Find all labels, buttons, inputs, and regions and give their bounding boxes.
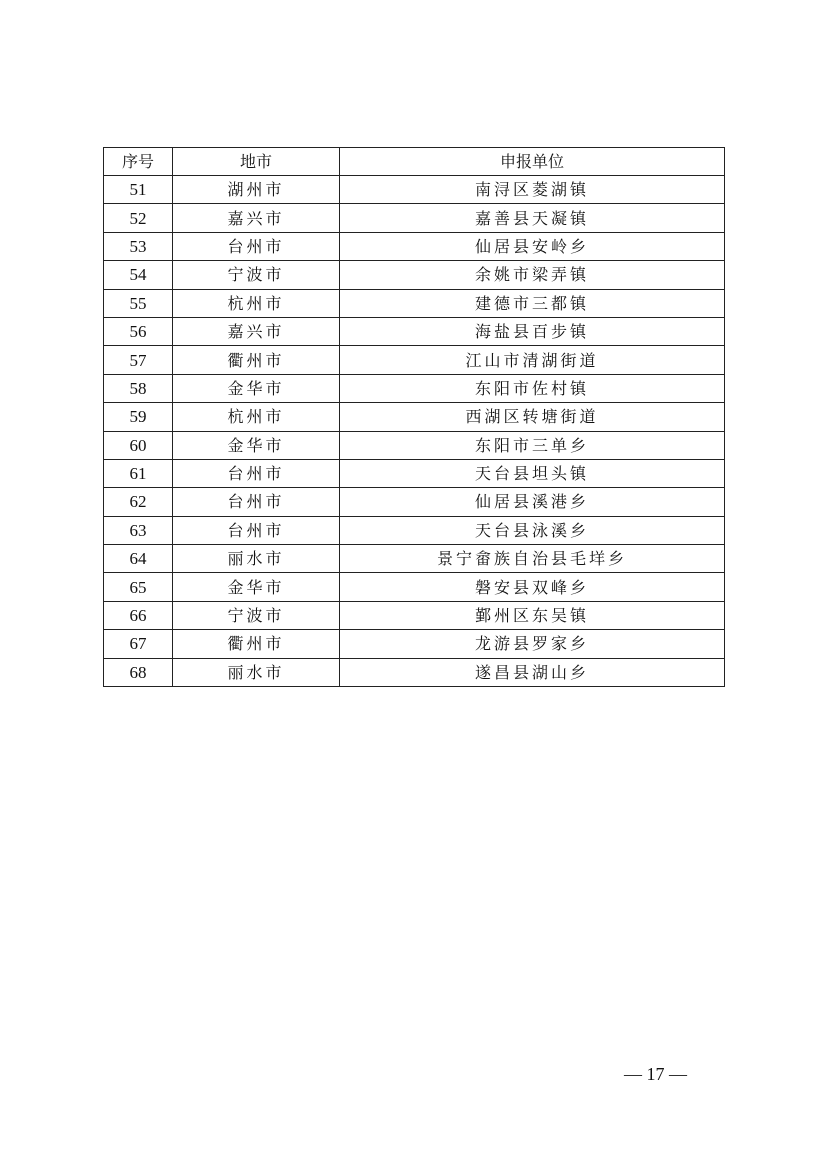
table-row [104,232,725,260]
row-unit: 仙居县溪港乡 [340,488,725,516]
row-index: 68 [104,658,173,686]
row-index: 55 [104,289,173,317]
row-index: 52 [104,204,173,232]
header-city: 地市 [173,148,340,176]
table-row [104,516,725,544]
applicant-table [103,147,725,687]
row-index: 56 [104,317,173,345]
row-index: 63 [104,516,173,544]
row-index: 53 [104,232,173,260]
row-city: 湖州市 [173,176,340,204]
table-row [104,403,725,431]
row-unit: 磐安县双峰乡 [340,573,725,601]
table-row [104,545,725,573]
row-index: 54 [104,261,173,289]
table-row [104,658,725,686]
page-number: — 17 — [624,1064,687,1084]
row-index: 51 [104,176,173,204]
header-unit: 申报单位 [340,148,725,176]
table-row [104,261,725,289]
table-row [104,431,725,459]
table-row [104,289,725,317]
row-unit: 遂昌县湖山乡 [340,658,725,686]
row-index: 62 [104,488,173,516]
row-index: 57 [104,346,173,374]
row-city: 金华市 [173,431,340,459]
table-header-row [104,148,725,176]
row-unit: 仙居县安岭乡 [340,232,725,260]
row-city: 丽水市 [173,658,340,686]
table-row [104,317,725,345]
row-index: 65 [104,573,173,601]
row-unit: 海盐县百步镇 [340,317,725,345]
row-city: 宁波市 [173,601,340,629]
row-unit: 天台县坦头镇 [340,459,725,487]
row-unit: 天台县泳溪乡 [340,516,725,544]
row-city: 杭州市 [173,403,340,431]
row-unit: 西湖区转塘街道 [340,403,725,431]
row-city: 台州市 [173,516,340,544]
row-city: 金华市 [173,573,340,601]
table-row [104,573,725,601]
table-row [104,176,725,204]
row-index: 66 [104,601,173,629]
table-row [104,630,725,658]
row-unit: 东阳市佐村镇 [340,374,725,402]
row-city: 衢州市 [173,630,340,658]
table-row [104,488,725,516]
row-city: 嘉兴市 [173,204,340,232]
row-unit: 南浔区菱湖镇 [340,176,725,204]
table-row [104,204,725,232]
row-city: 台州市 [173,459,340,487]
row-unit: 嘉善县天凝镇 [340,204,725,232]
row-unit: 江山市清湖街道 [340,346,725,374]
row-index: 64 [104,545,173,573]
row-city: 衢州市 [173,346,340,374]
table-row [104,459,725,487]
row-index: 58 [104,374,173,402]
table-row [104,374,725,402]
row-unit: 建德市三都镇 [340,289,725,317]
table-row [104,601,725,629]
row-city: 嘉兴市 [173,317,340,345]
row-unit: 东阳市三单乡 [340,431,725,459]
row-index: 67 [104,630,173,658]
header-index: 序号 [104,148,173,176]
row-index: 61 [104,459,173,487]
row-city: 宁波市 [173,261,340,289]
row-unit: 鄞州区东吴镇 [340,601,725,629]
row-city: 台州市 [173,488,340,516]
row-city: 金华市 [173,374,340,402]
row-unit: 景宁畲族自治县毛垟乡 [340,545,725,573]
row-unit: 余姚市梁弄镇 [340,261,725,289]
row-city: 杭州市 [173,289,340,317]
row-index: 59 [104,403,173,431]
row-index: 60 [104,431,173,459]
table-row [104,346,725,374]
row-city: 台州市 [173,232,340,260]
row-city: 丽水市 [173,545,340,573]
row-unit: 龙游县罗家乡 [340,630,725,658]
